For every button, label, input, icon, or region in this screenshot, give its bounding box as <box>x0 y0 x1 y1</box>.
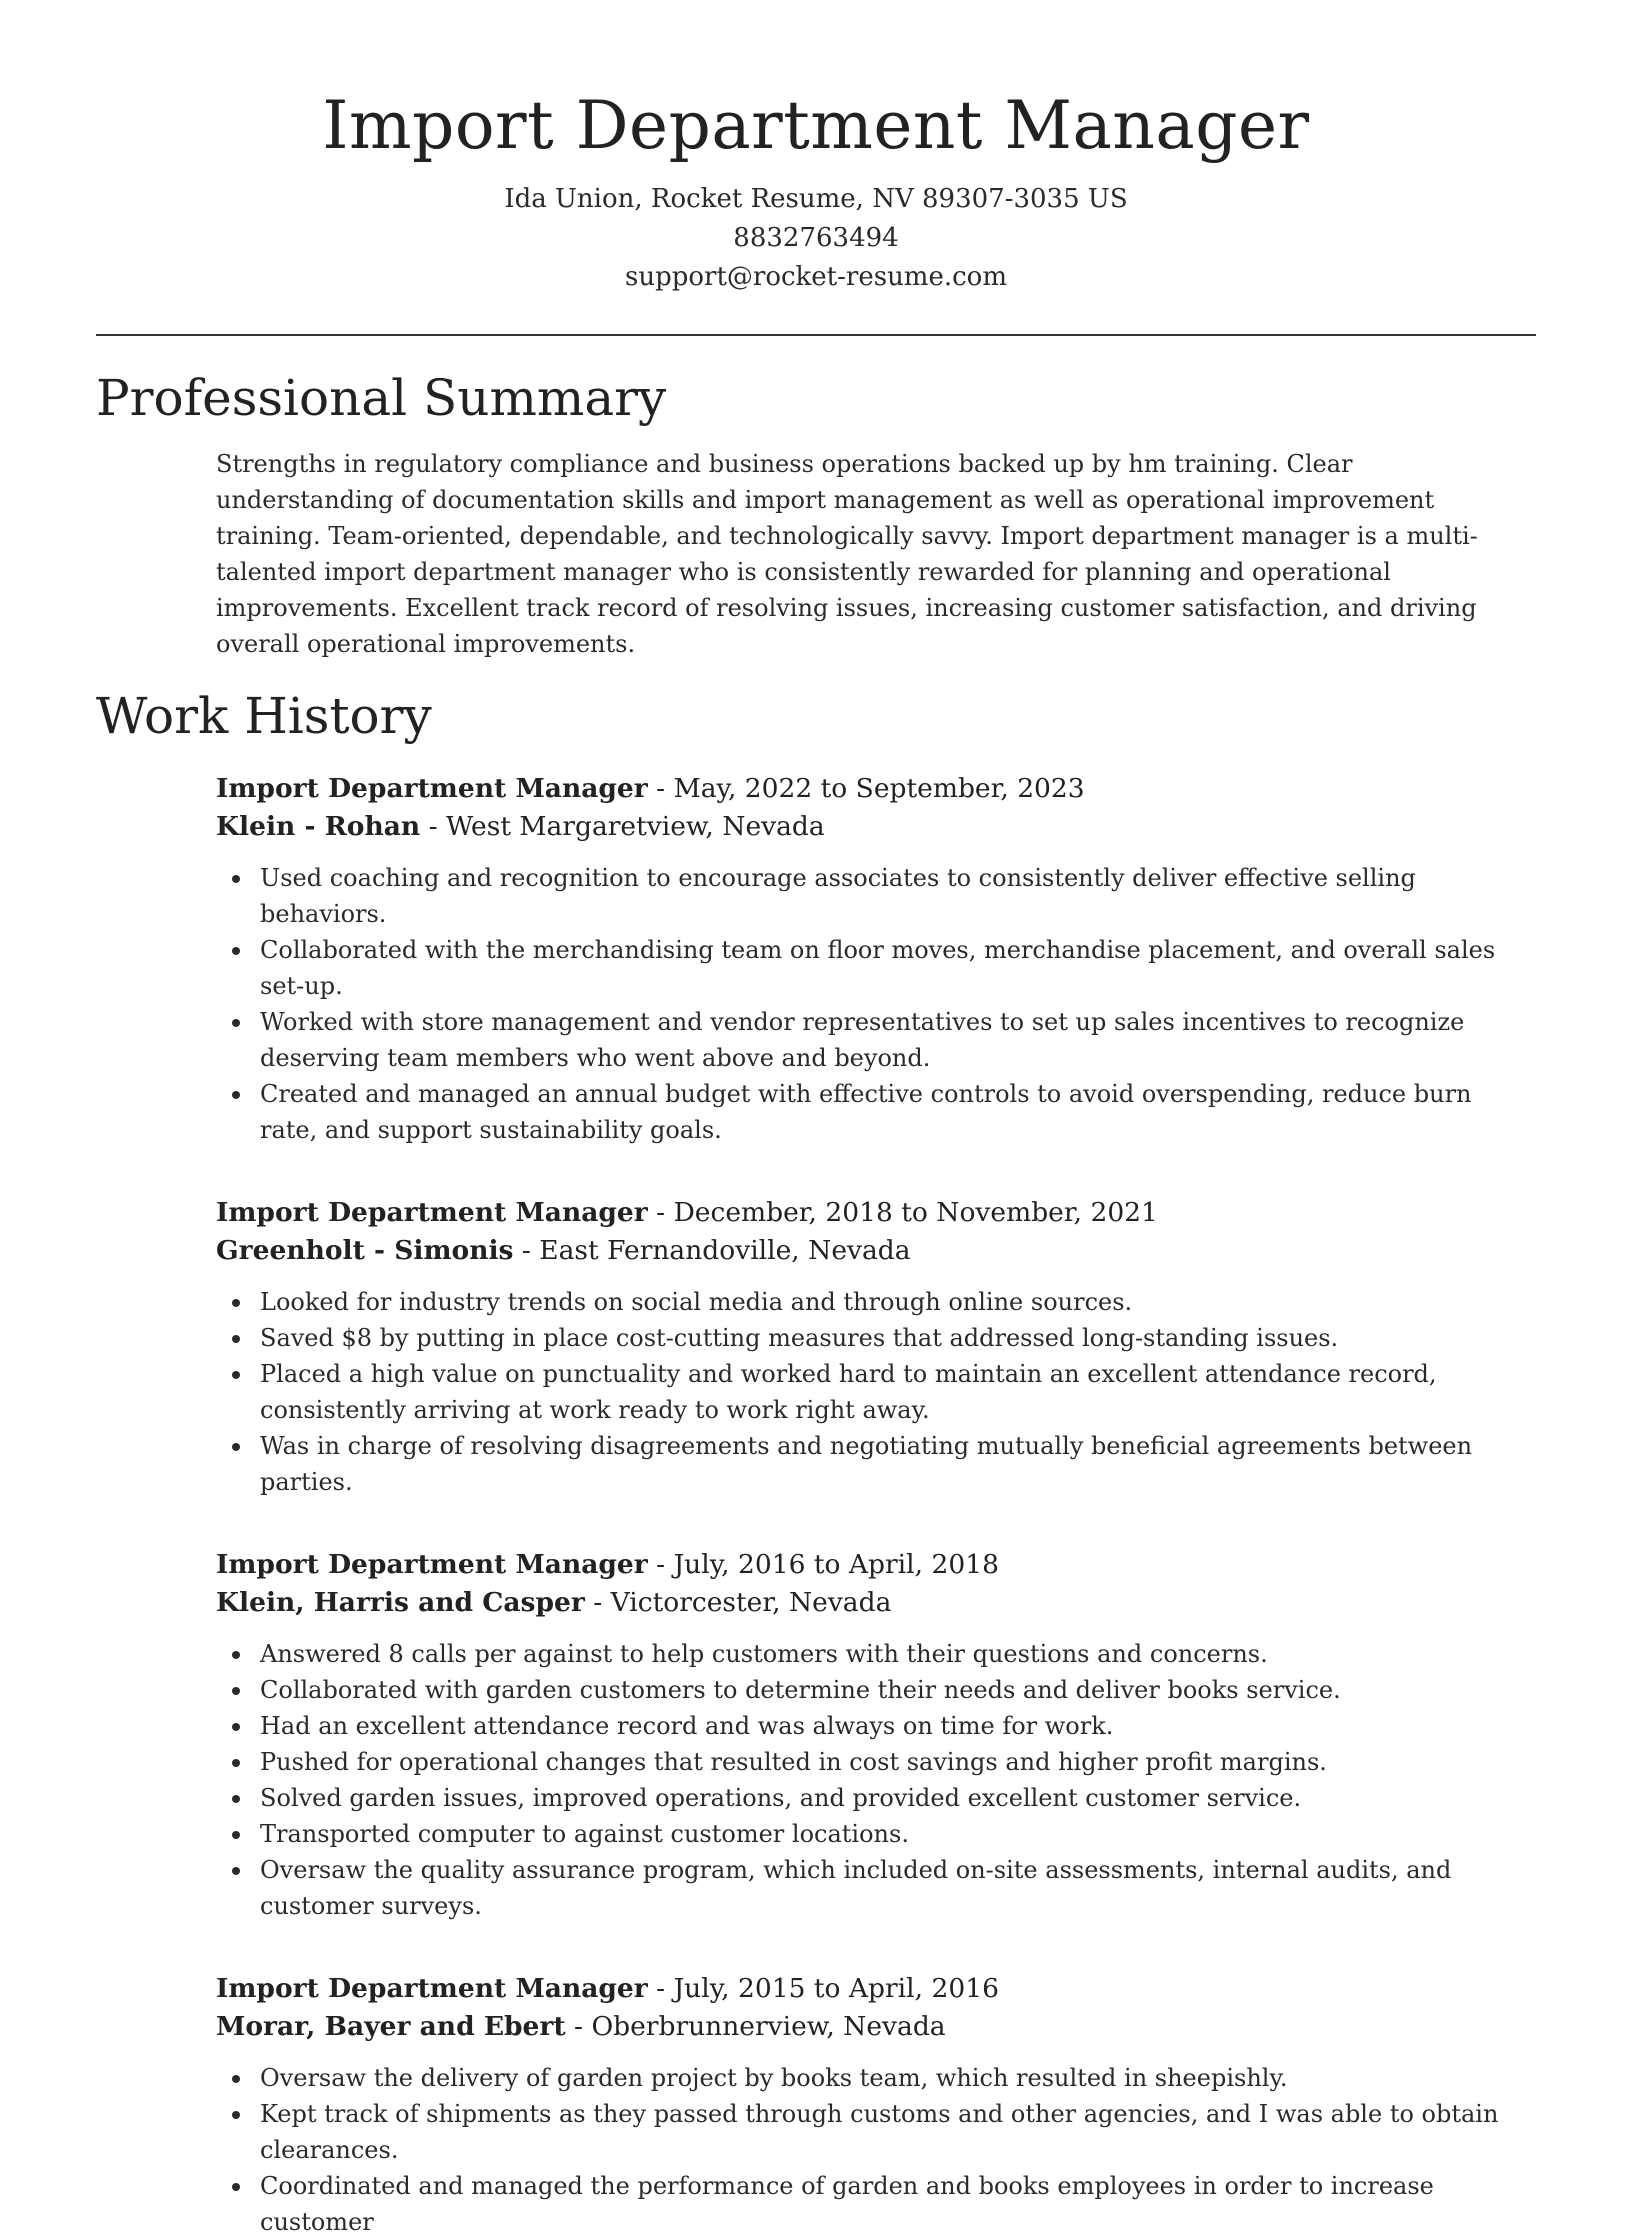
duty-item: Solved garden issues, improved operations, and provided excellent customer service. <box>260 1780 1536 1816</box>
duty-item: Coordinated and managed the performance of garden and books employees in order to increase customer <box>260 2168 1536 2240</box>
job-location: Victorcester, Nevada <box>610 1587 892 1618</box>
duty-item: Pushed for operational changes that resulted in cost savings and higher profit margins. <box>260 1744 1536 1780</box>
job-duties <box>216 860 1536 1148</box>
duty-item: Worked with store management and vendor representatives to set up sales incentives to recognize deserving team members who went above and beyond. <box>260 1004 1536 1076</box>
job-location: East Fernandoville, Nevada <box>539 1235 911 1266</box>
candidate-name: Import Department Manager <box>322 87 1310 164</box>
job-company-line <box>216 1232 1536 1270</box>
separator: - <box>647 773 674 804</box>
duty-item: Oversaw the delivery of garden project by books team, which resulted in sheepishly. <box>260 2060 1536 2096</box>
phone-number: 8832763494 <box>733 223 899 253</box>
job-title-line <box>216 1546 1536 1584</box>
job-company-line <box>216 2008 1536 2046</box>
separator: - <box>647 1973 674 2004</box>
duty-item: Placed a high value on punctuality and worked hard to maintain an excellent attendance record, consistently arriving at work ready to work right away. <box>260 1356 1536 1428</box>
address: Ida Union, Rocket Resume, NV 89307-3035 US <box>504 184 1128 214</box>
job-title-line <box>216 770 1536 808</box>
contact-info <box>96 180 1536 297</box>
job-location: Oberbrunnerview, Nevada <box>591 2011 946 2042</box>
job-title: Import Department Manager <box>216 1549 648 1580</box>
job-entry <box>216 1546 1536 1924</box>
separator: - <box>647 1197 674 1228</box>
duty-item: Answered 8 calls per against to help customers with their questions and concerns. <box>260 1636 1536 1672</box>
job-title-line <box>216 1194 1536 1232</box>
header-divider <box>96 334 1536 336</box>
work-history-list <box>216 770 1536 2240</box>
duty-item: Collaborated with garden customers to determine their needs and deliver books service. <box>260 1672 1536 1708</box>
job-duties <box>216 2060 1536 2240</box>
job-duties <box>216 1636 1536 1924</box>
job-entry <box>216 770 1536 1148</box>
resume-header <box>96 0 1536 297</box>
job-title-line <box>216 1970 1536 2008</box>
separator: - <box>647 1549 674 1580</box>
job-title: Import Department Manager <box>216 773 648 804</box>
job-dates: December, 2018 to November, 2021 <box>673 1197 1158 1228</box>
job-title: Import Department Manager <box>216 1973 648 2004</box>
job-company-line <box>216 1584 1536 1622</box>
job-entry <box>216 1970 1536 2240</box>
duty-item: Had an excellent attendance record and was always on time for work. <box>260 1708 1536 1744</box>
duty-item: Kept track of shipments as they passed through customs and other agencies, and I was able to obtain clearances. <box>260 2096 1536 2168</box>
separator: - <box>513 1235 540 1266</box>
work-history-heading: Work History <box>96 687 432 745</box>
job-title: Import Department Manager <box>216 1197 648 1228</box>
job-location: West Margaretview, Nevada <box>445 811 825 842</box>
duty-item: Looked for industry trends on social media and through online sources. <box>260 1284 1536 1320</box>
email-address: support@rocket-resume.com <box>624 262 1007 292</box>
job-dates: May, 2022 to September, 2023 <box>673 773 1085 804</box>
company-name: Klein - Rohan <box>216 811 421 842</box>
duty-item: Used coaching and recognition to encourage associates to consistently deliver effective selling behaviors. <box>260 860 1536 932</box>
summary-heading: Professional Summary <box>96 369 667 427</box>
job-entry <box>216 1194 1536 1500</box>
duty-item: Oversaw the quality assurance program, which included on-site assessments, internal audits, and customer surveys. <box>260 1852 1536 1924</box>
duty-item: Saved $8 by putting in place cost-cutting measures that addressed long-standing issues. <box>260 1320 1536 1356</box>
summary-text: Strengths in regulatory compliance and business operations backed up by hm training. Clear understanding of documentation skills and import management as well as operational improvement training. Team-oriented, dependable, and technologically savvy. Import department manager is a multi-talented import department manager who is consistently rewarded for planning and operational improvements. Excellent track record of resolving issues, increasing customer satisfaction, and driving overall operational improvements. <box>216 450 1478 658</box>
job-duties <box>216 1284 1536 1500</box>
separator: - <box>584 1587 611 1618</box>
job-dates: July, 2016 to April, 2018 <box>673 1549 999 1580</box>
job-company-line <box>216 808 1536 846</box>
resume-page <box>96 0 1536 2240</box>
separator: - <box>420 811 446 842</box>
job-dates: July, 2015 to April, 2016 <box>673 1973 999 2004</box>
duty-item: Transported computer to against customer locations. <box>260 1816 1536 1852</box>
duty-item: Created and managed an annual budget with effective controls to avoid overspending, reduce burn rate, and support sustainability goals. <box>260 1076 1536 1148</box>
company-name: Klein, Harris and Casper <box>216 1587 585 1618</box>
company-name: Greenholt - Simonis <box>216 1235 514 1266</box>
company-name: Morar, Bayer and Ebert <box>216 2011 566 2042</box>
duty-item: Collaborated with the merchandising team on floor moves, merchandise placement, and overall sales set-up. <box>260 932 1536 1004</box>
separator: - <box>565 2011 592 2042</box>
duty-item: Was in charge of resolving disagreements and negotiating mutually beneficial agreements between parties. <box>260 1428 1536 1500</box>
